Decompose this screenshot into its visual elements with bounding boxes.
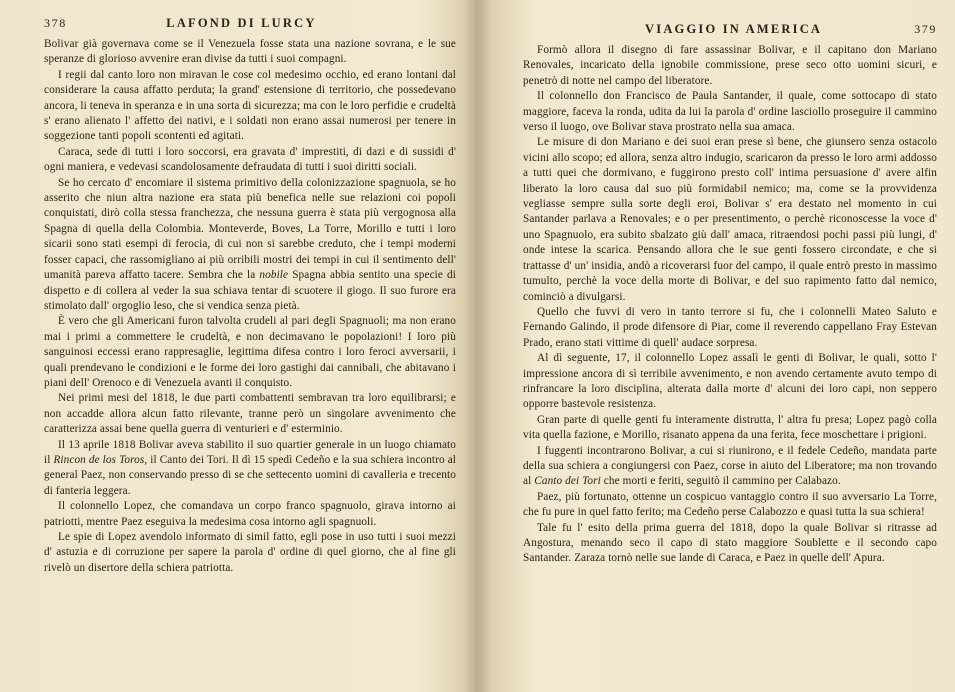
paragraph: Tale fu l' esito della prima guerra del 1818, dopo la quale Bolivar si ritrasse ad Angostura, menando seco il capo di stato maggiore Soublette e il secondo capo Santander. Zaraza tornò nelle sue lande di Caraca, e Paez in quelle dell' Apura. [523, 521, 937, 565]
left-running-head [44, 16, 456, 31]
right-page [483, 0, 955, 692]
italic-place-name: Canto dei Tori [534, 475, 601, 488]
paragraph: Quello che fuvvi di vero in tanto terrore si fu, che i colonnelli Mateo Saluto e Fernando Galindo, il prode difensore di Piar, come il reverendo cappellano Fray Estevan Prado, erano stati vittime di quell' audace sorpresa. [523, 305, 937, 349]
paragraph [44, 176, 456, 315]
left-running-title: LAFOND DI LURCY [166, 16, 317, 30]
left-page [0, 0, 470, 692]
italic-word: nobile [259, 269, 289, 282]
paragraph [523, 444, 937, 490]
paragraph: Caraca, sede di tutti i loro soccorsi, era gravata d' imprestiti, di dazi e di sussidi d' ogni maniera, e vedevasi scandolosamente defraudata di tutti i suoi diritti sociali. [44, 145, 456, 174]
paragraph: Le misure di don Mariano e dei suoi eran prese sì bene, che giunsero senza ostacolo vicini allo scopo; ed allora, senza altro indugio, scaricaron da presso le loro armi addosso a tutti quei che dormivano, e fuggirono presto coll' intima persuasione d' avere alfin liberato la loro causa dal suo più formidabil nemico; ma, come se la provvidenza vegliasse sempre sulla sorte degli eroi, Bolivar s' era destato nel momento in cui Santander parlava a Renovales; e o per presentimento, o perchè riconoscesse la voce d' uno Spagnuolo, era subito sbalzato giù dall' amaca, ritraendosi pochi passi più lungi, d' onde intese la scarica. Pensando allora che le sue genti fossero circondate, e che si trattasse d' un' insidia, andò a ricoverarsi fuor del campo, il quale entrò presto in massimo tumulto, perchè la voce della morte di Bolivar, e del suo rapimento fatto dal nemico, cominciò a divulgarsi. [523, 136, 937, 303]
paragraph: Formò allora il disegno di fare assassinar Bolivar, e il capitano don Mariano Renovales, incaricato della ignobile commissione, prese seco otto uomini sicuri, e penetrò di notte nel campo del liberatore. [523, 44, 937, 87]
paragraph [44, 438, 456, 500]
paragraph: Nei primi mesi del 1818, le due parti combattenti sembravan tra loro equilibrarsi; e non accadde allora alcun fatto rilevante, tranne però un singolare avvenimento che caratterizza assai bene quella guerra di venturieri e d' esterminio. [44, 392, 456, 436]
right-page-number: 379 [914, 22, 937, 36]
paragraph: I regii dal canto loro non miravan le cose col medesimo occhio, ed erano lontani dal considerare la causa affatto perduta; la grand' estensione di territorio, che possedevano ancora, li teneva in speranza e in una sorta di sicurezza; ma con le loro perfidie e crudeltà s' erano alienato l' affetto dei nativi, e i soldati non erano assai numerosi per tenere in soggezione tanti popoli scontenti ed agitati. [44, 68, 456, 143]
left-page-body [44, 37, 456, 576]
italic-place-name: Rincon de los Toros [53, 453, 145, 466]
paragraph: Gran parte di quelle genti fu interamente distrutta, l' altra fu presa; Lopez pagò colla vita quella fazione, e Morillo, risanato appena da una ferita, fece moschettare i prigioni. [523, 413, 937, 442]
right-page-body [523, 43, 937, 567]
paragraph-text: I fuggenti incontrarono Bolivar, a cui si riunirono, e il fedele Cedeño, mandata parte della sua schiera a congiungersi con Paez, corse in aiuto del Liberatore; ma non trovando al [523, 444, 937, 488]
paragraph-text: Spagna abbia sentito una specie di dispetto e di collera al veder la sua schiava tentar di scuotere il giogo. Il suo furore era stimolato dall' orgoglio leso, che si vendica senza pietà. [44, 269, 456, 312]
paragraph: Il colonnello don Francisco de Paula Santander, il quale, come sottocapo di stato maggiore, faceva la ronda, udita da lui la parola d' ordine lasciollo proseguire il cammino verso il luogo, ove Bolivar stava prostrato nella sua amaca. [523, 90, 937, 134]
paragraph: Le spie di Lopez avendolo informato di simil fatto, egli pose in uso tutti i suoi mezzi d' astuzia e di corruzione per sapere la parola d' ordine di quel giorno, che al fine gli rivelò un disertore della schiera patriotta. [44, 531, 456, 574]
paragraph: Bolivar già governava come se il Venezuela fosse stata una nazione sovrana, e le sue speranze di glorioso avvenire eran divise da tutti i suoi compagni. [44, 38, 456, 66]
paragraph-text: Se ho cercato d' encomiare il sistema primitivo della colonizzazione spagnuola, se ho asserito che niun altra nazione era stata più benefica nelle sue relazioni coi popoli conquistati, dirò colla stessa franchezza, che nessuna guerra è stata più vergognosa alla Spagna di quella della Colombia. Monteverde, Boves, La Torre, Morillo e tutti i loro sicarii sono stati esempi di ferocia, di cui non si sarebbe creduto, che i tempi moderni fosser capaci, che rassomigliano ai più orribili mostri dei tempi in cui il sentimento dell' umanità pareva affatto tacere. Sembra che la [44, 176, 456, 282]
right-running-head [523, 22, 937, 37]
paragraph-text: Il 13 aprile 1818 Bolivar aveva stabilito il suo quartier generale in un luogo chiamato il [44, 438, 456, 466]
paragraph: Paez, più fortunato, ottenne un cospicuo vantaggio contro il suo avversario La Torre, che fu pure in quel fatto ferito; ma Cedeño perse Calabozzo e quasi tutta la sua schiera! [523, 490, 937, 519]
paragraph-text: che morti e feriti, seguitò il cammino per Calabazo. [600, 475, 841, 488]
right-running-title: VIAGGIO IN AMERICA [645, 22, 823, 36]
left-page-number: 378 [44, 16, 67, 30]
paragraph: Al dì seguente, 17, il colonnello Lopez assalì le genti di Bolivar, le quali, sotto l' impressione ancora di sì terribile avvenimento, e non avendo certamente avuto tempo di rinfrancare la loro disciplina, alterata dalla morte d' alcuni dei loro capi, non seppero opporre bastevole resistenza. [523, 352, 937, 411]
paragraph: Il colonnello Lopez, che comandava un corpo franco spagnuolo, girava intorno ai patriotti, mentre Paez eseguiva la medesima cosa intorno agli spagnuoli. [44, 500, 456, 528]
paragraph: È vero che gli Americani furon talvolta crudeli al pari degli Spagnuoli; ma non erano mai i primi a commettere le crudeltà, e non decimavano le popolazioni! I loro più sanguinosi eccessi erano rappresaglie, legittima difesa contro i loro feroci avversarii, i quali prendevano le condizioni e le forme dei loro gastighi dai cannibali, che abitavano i piani dell' Orenoco e di Venezuela avanti il conquisto. [44, 315, 456, 389]
paragraph-text: , il Canto dei Tori. Il dì 15 spedì Cedeño e la sua schiera incontro al general Paez, non conservando presso di se che settecento uomini di cavalleria e trecento di fanteria leggera. [44, 453, 457, 497]
